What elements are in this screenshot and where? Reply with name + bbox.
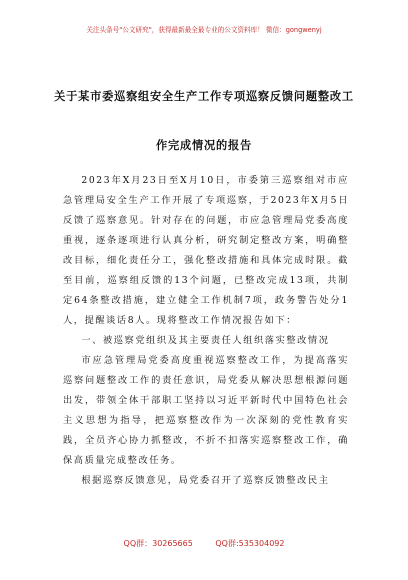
paragraph-intro: 2023年X月23日至X月10日，市委第三巡察组对市应急管理局安全生产工作开展了专项巡察，于2023年X月5日反馈了巡察意见。针对存在的问题，市应急管理局党委高度重视，逐条逐项进行认真分析，研究制定整改方案，明确整改目标，细化责任分工，强化整改措施和具体完成时限。截至目前，巡察组反馈的13个问题，已整改完成13项，共制定64条整改措施，建立健全工作机制7项，政务警告处分1人，提醒谈话8人。现将整改工作情况报告如下： (63, 175, 349, 326)
document-title-line-1: 关于某市委巡察组安全生产工作专项巡察反馈问题整改工 (54, 89, 354, 103)
document-body (63, 171, 349, 491)
paragraph-section-1: 市应急管理局党委高度重视巡察整改工作，为提高落实巡察问题整改工作的责任意识，局党委从解决思想根源问题出发，带领全体干部职工坚持以习近平新时代中国特色社会主义思想为指导，把巡察整改作为一次深刻的党性教育实践，全员齐心协力抓整改，不折不扣落实巡察整改工作，确保高质量完成整改任务。 (63, 355, 349, 466)
header-promo-note: 关注头条号"公文研究"，获得最新最全最专业的公文资料库！ 微信：gongwenyj (86, 26, 322, 34)
section-heading-1: 一、被巡察党组织及其主要责任人组织落实整改情况 (81, 335, 330, 346)
footer-qq-group-2: QQ群:535304092 (215, 539, 285, 548)
paragraph-continuation: 根据巡察反馈意见，局党委召开了巡察反馈整改民主 (81, 475, 330, 486)
footer-qq-group-1: QQ群：30265665 (123, 539, 193, 548)
document-title-line-2: 作完成情况的报告 (156, 138, 252, 152)
footer-contact (0, 538, 408, 549)
